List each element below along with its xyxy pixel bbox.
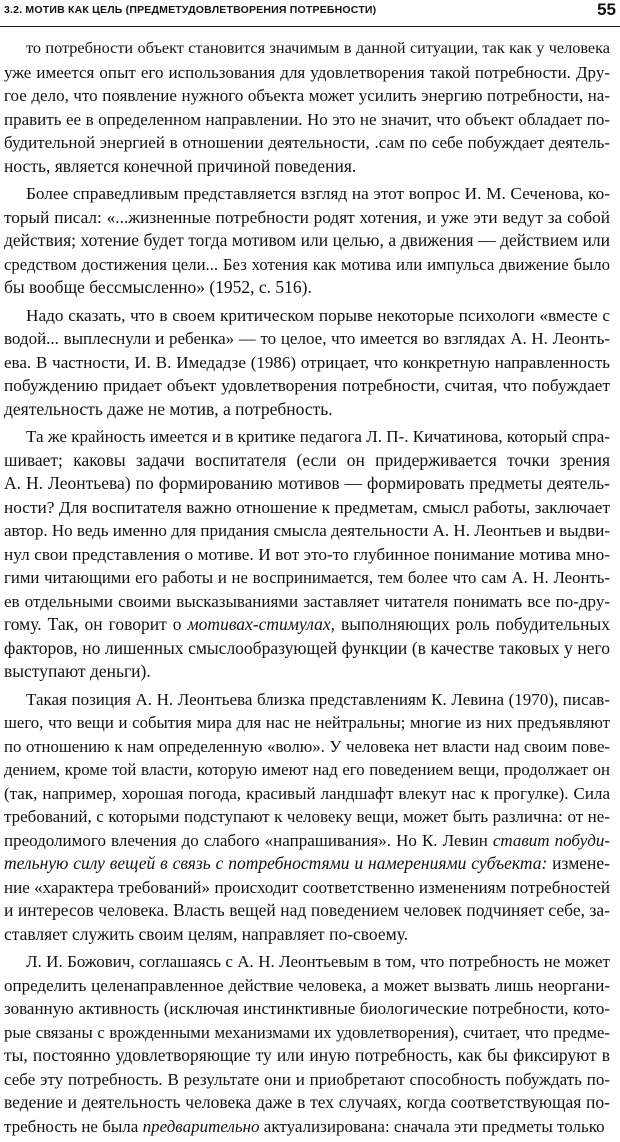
text-run: преодолимого влечения до слабого «напрашивания». Но К. Левин [4, 830, 493, 850]
text-run: действия; хотение будет тогда мотивом или целью, а движения — действием или [4, 230, 610, 250]
text-run: Та же крайность имеется и в критике педагога Л. П-. Кичатинова, который спра- [26, 427, 610, 446]
text-run: Такая позиция А. Н. Леонтьева близка представлениям К. Левина (1970), писав- [26, 689, 610, 709]
text-run: требность не была [4, 1116, 143, 1136]
text-line [4, 637, 610, 661]
text-line [4, 496, 610, 520]
text-run: побуждению придает объект удовлетворения потребности, считая, что побуждает [4, 376, 610, 395]
text-line [4, 735, 610, 759]
text-line [4, 84, 610, 108]
text-line [4, 1068, 610, 1092]
text-line [4, 37, 610, 61]
paragraph [4, 182, 610, 300]
text-line [4, 590, 610, 614]
text-run: дением, кроме той власти, которую имеют над его поведением вещи, продолжает он [4, 760, 610, 779]
text-run: и интересов человека. Власть вещей над поведением человек подчиняет себе, за- [4, 900, 610, 920]
text-line [4, 351, 610, 375]
text-line [4, 1021, 610, 1045]
text-line [4, 472, 610, 496]
text-line [4, 1044, 610, 1068]
body-text [4, 37, 610, 1142]
paragraph [4, 950, 610, 1138]
text-run: Л. И. Божович, соглашаясь с А. Н. Леонтьевым в том, что потребность не может [26, 952, 610, 971]
paragraph [4, 688, 610, 947]
text-run: нул свои представления о мотиве. И вот это-то глубинное понимание мотива мно- [4, 544, 610, 564]
text-line [4, 899, 610, 923]
text-run: выполняющих роль побудительных [335, 614, 610, 634]
text-line [4, 61, 610, 85]
page-header [0, 0, 620, 27]
text-line [4, 852, 610, 876]
text-run: автор. Но ведь именно для придания смысла деятельности А. Н. Леонтьев и выдви- [4, 521, 610, 540]
text-run: деятельность даже не мотив, а потребность. [4, 398, 333, 419]
text-line [4, 398, 610, 422]
text-run: рые связаны с врожденными механизмами их удовлетворения), считает, что предме- [4, 1022, 610, 1042]
text-run: гое дело, что появление нужного объекта может усилить энергию потребности, на- [4, 86, 610, 105]
text-run: ности? Для воспитателя важно отношение к предметам, смысл работы, заключает [4, 497, 610, 517]
text-line [4, 923, 610, 947]
text-line [4, 229, 610, 253]
text-run: средством достижения цели... Без хотения как мотива или импульса движение было [4, 254, 610, 274]
text-run: Более справедливым представляется взгляд на этот вопрос И. М. Сеченова, ко- [26, 184, 610, 203]
text-line [4, 449, 610, 473]
italic-text: ставит побуди- [492, 830, 610, 850]
text-line [4, 519, 610, 543]
text-line [4, 108, 610, 132]
italic-text: мотивах-стимулах, [187, 614, 336, 634]
text-run: факторов, но лишенных смыслообразующей функции (в качестве таковых у него [4, 637, 610, 658]
text-line [4, 543, 610, 567]
text-run: ведение и деятельность человека даже в тех случаях, когда соответствующая по- [4, 1092, 610, 1112]
text-line [4, 974, 610, 998]
text-run: то потребности объект становится значимым в данной ситуации, так как у человека [26, 39, 610, 57]
paragraph [4, 37, 610, 178]
text-line [4, 876, 610, 900]
italic-text: предварительно [142, 1116, 260, 1136]
text-line [4, 131, 610, 155]
text-line [4, 997, 610, 1021]
text-run: шего, что вещи и события мира для нас не нейтральны; многие из них предъявляют [4, 713, 610, 732]
text-line [4, 758, 610, 782]
text-run: А. Н. Леонтьева) по формированию мотивов — формировать предметы деятель- [4, 473, 610, 493]
text-line [4, 425, 610, 449]
text-line [4, 374, 610, 398]
text-run: определить целенаправленное действие человека, а может вызвать лишь неоргани- [4, 975, 610, 995]
text-line [4, 182, 610, 206]
text-run: актуализирована: сначала эти предметы только [259, 1116, 605, 1136]
text-line [4, 660, 610, 684]
text-run: бы вообще бессмысленно» (1952, с. 516). [4, 277, 312, 297]
text-run: ние «характера требований» происходит соответственно изменениям потребностей [4, 877, 610, 897]
text-line [4, 155, 610, 179]
paragraph [4, 425, 610, 684]
text-run: ты, постоянно удовлетворяющие ту или иную потребность, как бы фиксируют в [4, 1045, 610, 1065]
text-run: ев отдельными своими высказываниями заставляет читателя понимать все по-дру- [4, 591, 610, 611]
text-run: уже имеется опыт его использования для удовлетворения такой потребности. Дру- [4, 62, 610, 82]
text-run: выступают деньги). [4, 661, 151, 681]
italic-text: тельную силу вещей в связь с потребностями и намерениями субъекта: [4, 853, 548, 873]
text-line [4, 1115, 610, 1139]
text-line [4, 206, 610, 230]
text-line [4, 829, 610, 853]
text-run: ставляет служить своим целям, направляет по-своему. [4, 923, 409, 944]
text-run: себе эту потребность. В результате они и приобретают способность побуждать по- [4, 1069, 610, 1089]
text-line [4, 1091, 610, 1115]
text-line [4, 805, 610, 829]
text-line [4, 688, 610, 712]
text-line [4, 304, 610, 328]
paragraph [4, 304, 610, 422]
text-run: ева. В частности, И. В. Имедадзе (1986) отрицает, что конкретную направленность [4, 352, 610, 372]
page-number: 55 [597, 0, 616, 19]
text-run: ность, является конечной причиной поведения. [4, 155, 357, 176]
text-run: (так, например, хорошая погода, красивый ландшафт влекут нас к прогулке). Сила [4, 783, 610, 803]
text-run: гому. Так, он говорит о [4, 614, 188, 634]
text-run: требований, с которыми подступают к человеку вещи, может быть различна: от не- [4, 807, 610, 826]
text-line [4, 613, 610, 637]
text-run: зованную активность (исключая инстинктивные биологические потребности, кото- [4, 999, 610, 1018]
text-run: водой... выплеснули и ребенка» — то целое, что имеется во взглядах А. Н. Леонть- [4, 329, 610, 348]
running-head: 3.2. МОТИВ КАК ЦЕЛЬ (ПРЕДМЕТУДОВЛЕТВОРЕНИЯ ПОТРЕБНОСТИ) [4, 4, 377, 16]
text-run: будительной энергией в отношении деятельности, .сам по себе побуждает деятель- [4, 133, 610, 152]
text-run: по отношению к нам определенную «волю». У человека нет власти над своим пове- [4, 736, 610, 756]
text-line [4, 276, 610, 300]
text-run: Надо сказать, что в своем критическом порыве некоторые психологи «вместе с [26, 305, 610, 325]
text-line [4, 566, 610, 590]
text-line [4, 711, 610, 735]
text-run: гими читающими его работы и не воспринимается, тем более что сам А. Н. Леонть- [4, 568, 610, 587]
text-run: править ее в определенном направлении. Но это не значит, что объект обладает по- [4, 109, 610, 129]
text-line [4, 327, 610, 351]
text-line [4, 782, 610, 806]
text-line [4, 253, 610, 277]
text-run: шивает; каковы задачи воспитателя (если он придерживается точки зрения [4, 449, 610, 470]
text-run: торый писал: «...жизненные потребности родят хотения, и уже эти ведут за собой [4, 207, 610, 227]
text-run: измене- [547, 853, 610, 873]
